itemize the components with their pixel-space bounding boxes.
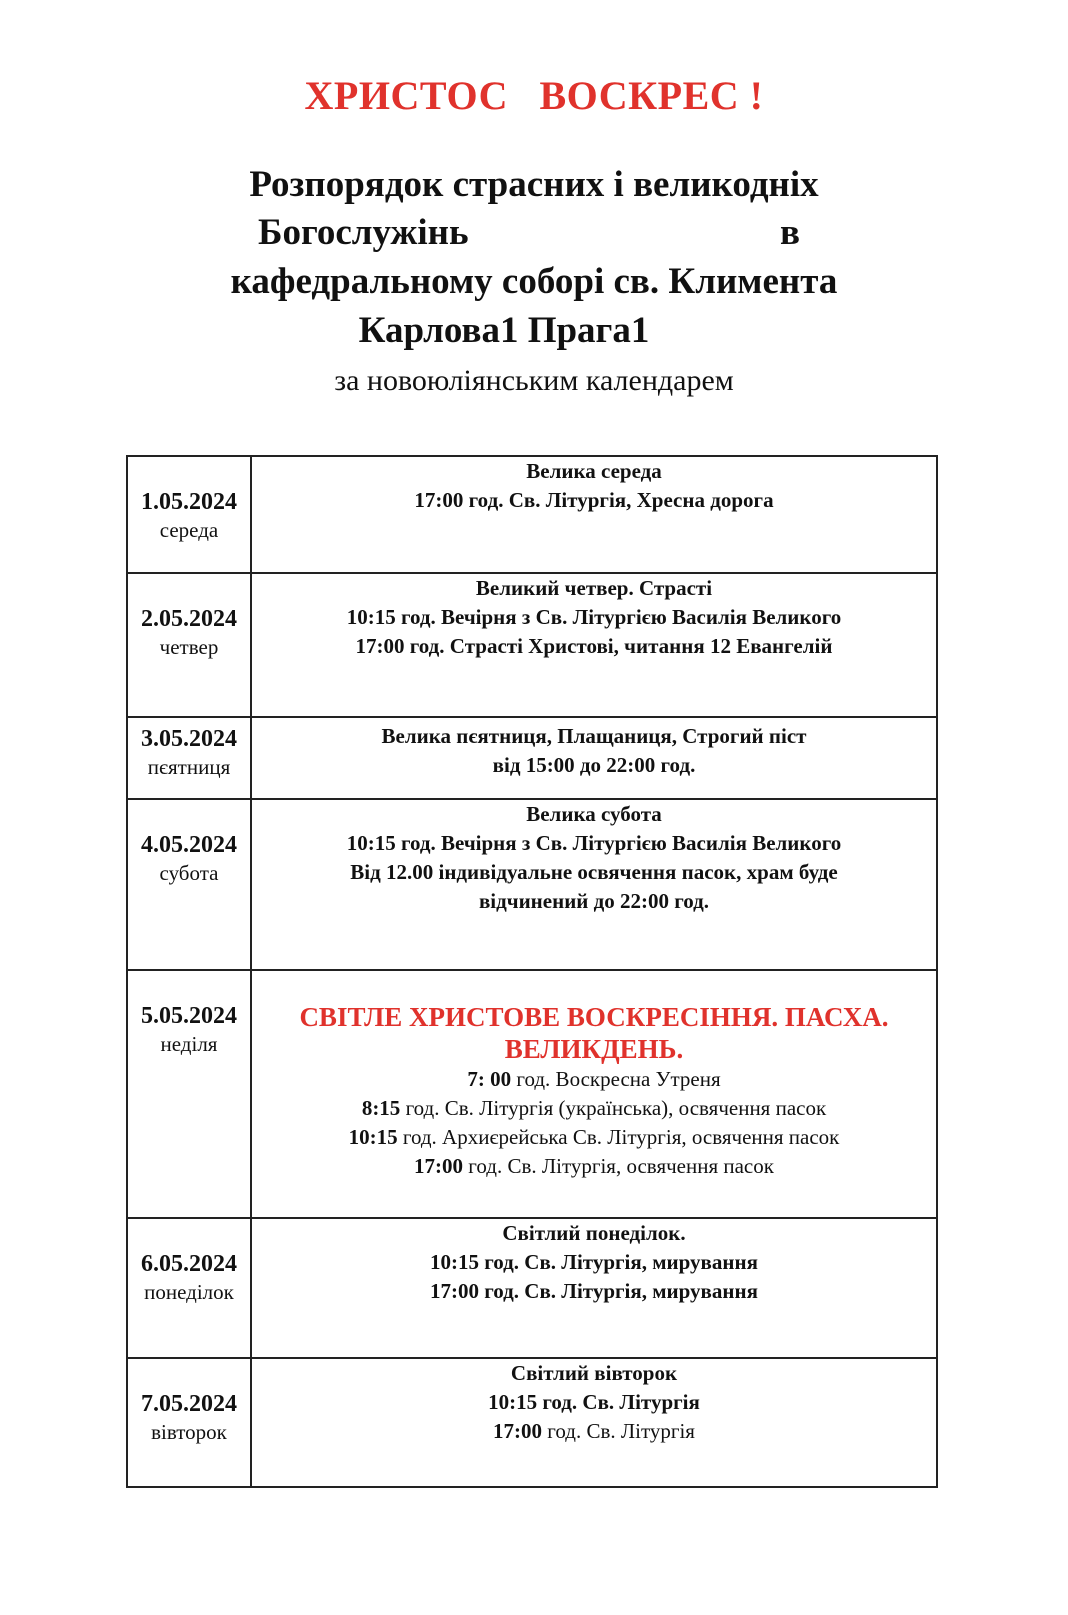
date-cell xyxy=(127,456,251,573)
service-time: 17:00 xyxy=(493,1419,543,1443)
service-description: год. Св. Літургія, освячення пасок xyxy=(463,1154,774,1178)
service-line xyxy=(252,1123,936,1152)
title-line-3: кафедральному соборі св. Климента xyxy=(230,261,838,302)
service-line: Великий четвер. Страсті xyxy=(475,576,713,600)
date-value: 4.05.2024 xyxy=(141,832,237,858)
table-row xyxy=(127,799,937,970)
service-line: Світлий вівторок xyxy=(510,1361,678,1385)
date-value: 3.05.2024 xyxy=(141,726,237,752)
date-value: 2.05.2024 xyxy=(141,606,237,632)
service-line: Велика пєятниця, Плащаниця, Строгий піст xyxy=(381,724,807,748)
service-line: від 15:00 до 22:00 год. xyxy=(492,753,696,777)
table-row xyxy=(127,717,937,799)
service-line: Світлий понеділок. xyxy=(502,1221,686,1245)
title-line-2-preposition: в xyxy=(780,212,800,253)
easter-heading-line-2: ВЕЛИКДЕНЬ. xyxy=(504,1034,684,1064)
table-row xyxy=(127,456,937,573)
services-cell xyxy=(251,1218,937,1358)
services-cell xyxy=(251,1358,937,1487)
weekday: понеділок xyxy=(144,1280,234,1304)
table-row xyxy=(127,970,937,1218)
service-line xyxy=(252,1065,936,1094)
service-description: год. Архиєрейська Св. Літургія, освячення пасок xyxy=(397,1125,840,1149)
table-row xyxy=(127,573,937,717)
service-line: Від 12.00 індивідуальне освячення пасок, храм буде xyxy=(350,860,838,884)
service-line: 10:15 год. Вечірня з Св. Літургією Василія Великого xyxy=(346,831,842,855)
service-description: год. Св. Літургія (українська), освячення пасок xyxy=(400,1096,827,1120)
calendar-subtitle: за новоюліянським календарем xyxy=(334,364,734,397)
date-cell xyxy=(127,1358,251,1487)
service-description: год. Св. Літургія xyxy=(542,1419,695,1443)
date-cell xyxy=(127,717,251,799)
services-cell xyxy=(251,799,937,970)
service-line: 10:15 год. Вечірня з Св. Літургією Василія Великого xyxy=(346,605,842,629)
service-line xyxy=(252,1417,936,1446)
weekday: неділя xyxy=(160,1032,218,1056)
greeting-heading: ХРИСТОС ВОСКРЕС ! xyxy=(304,73,764,118)
services-cell xyxy=(251,970,937,1218)
service-line: 10:15 год. Св. Літургія xyxy=(488,1390,700,1414)
title-line-4: Карлова1 Прага1 xyxy=(358,310,650,351)
service-line: 10:15 год. Св. Літургія, мирування xyxy=(430,1250,758,1274)
service-time: 17:00 xyxy=(414,1154,464,1178)
schedule-table xyxy=(126,455,938,1488)
service-line: 17:00 год. Страсті Христові, читання 12 Евангелій xyxy=(355,634,833,658)
weekday: вівторок xyxy=(151,1420,227,1444)
service-description: год. Воскресна Утреня xyxy=(511,1067,721,1091)
weekday: середа xyxy=(159,518,219,542)
service-line: Велика середа xyxy=(526,459,662,483)
table-row xyxy=(127,1358,937,1487)
service-line xyxy=(252,1094,936,1123)
date-value: 1.05.2024 xyxy=(141,489,237,515)
service-time: 10:15 xyxy=(348,1125,398,1149)
weekday: четвер xyxy=(159,635,219,659)
date-cell xyxy=(127,970,251,1218)
date-cell xyxy=(127,573,251,717)
date-value: 7.05.2024 xyxy=(141,1391,237,1417)
service-line: відчинений до 22:00 год. xyxy=(478,889,710,913)
date-value: 5.05.2024 xyxy=(141,1003,237,1029)
date-value: 6.05.2024 xyxy=(141,1251,237,1277)
services-cell xyxy=(251,717,937,799)
service-line xyxy=(252,1152,936,1181)
service-time: 8:15 xyxy=(361,1096,401,1120)
service-line: 17:00 год. Св. Літургія, мирування xyxy=(430,1279,758,1303)
weekday: субота xyxy=(159,861,219,885)
services-cell xyxy=(251,456,937,573)
weekday: пєятниця xyxy=(147,755,231,779)
service-line: Велика субота xyxy=(526,802,662,826)
service-time: 7: 00 xyxy=(467,1067,512,1091)
easter-heading-line-1: СВІТЛЕ ХРИСТОВЕ ВОСКРЕСІННЯ. ПАСХА. xyxy=(299,1002,889,1032)
service-line: 17:00 год. Св. Літургія, Хресна дорога xyxy=(414,488,774,512)
table-row xyxy=(127,1218,937,1358)
date-cell xyxy=(127,799,251,970)
services-cell xyxy=(251,573,937,717)
title-line-1: Розпорядок страсних і великодніх xyxy=(249,164,819,205)
date-cell xyxy=(127,1218,251,1358)
title-line-2-word: Богослужінь xyxy=(258,212,469,253)
